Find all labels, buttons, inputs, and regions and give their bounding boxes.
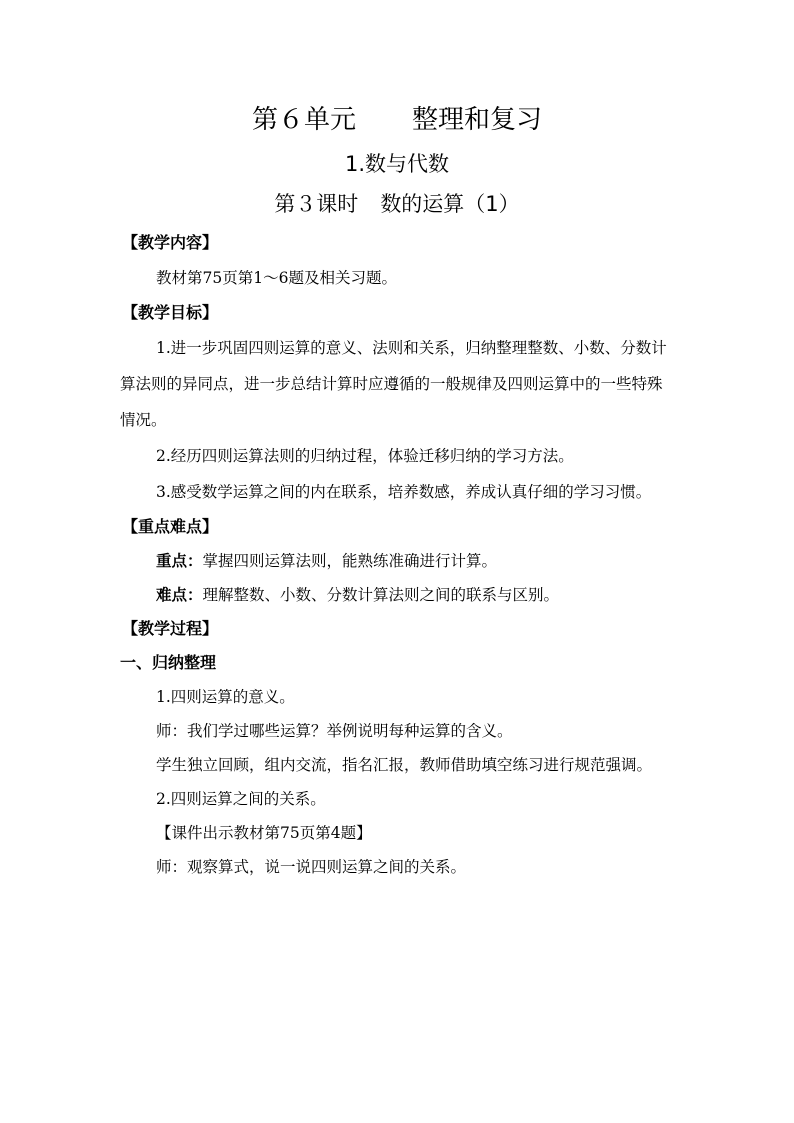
step-line-6: 师：观察算式，说一说四则运算之间的关系。 bbox=[156, 858, 467, 876]
content-heading: 【教学内容】 bbox=[122, 233, 219, 252]
key-point bbox=[120, 544, 675, 578]
key-points-heading: 【重点难点】 bbox=[122, 517, 219, 536]
unit-name: 整理和复习 bbox=[412, 105, 543, 135]
step-line-2: 师：我们学过哪些运算？举例说明每种运算的含义。 bbox=[156, 722, 513, 740]
key-point-label: 重点： bbox=[156, 552, 203, 570]
step1-heading: 一、归纳整理 bbox=[120, 653, 217, 672]
lesson-title bbox=[0, 186, 794, 222]
goal-3: 3.感受数学运算之间的内在联系，培养数感，养成认真仔细的学习习惯。 bbox=[156, 483, 652, 501]
step-line-4: 2.四则运算之间的关系。 bbox=[156, 790, 326, 808]
difficult-point-label: 难点： bbox=[156, 586, 203, 604]
goals-heading: 【教学目标】 bbox=[122, 303, 219, 322]
unit-number: 第６单元 bbox=[251, 105, 356, 135]
document-body bbox=[120, 226, 675, 884]
key-point-text: 掌握四则运算法则，能熟练准确进行计算。 bbox=[202, 552, 498, 570]
unit-title bbox=[0, 100, 794, 140]
difficult-point-text: 理解整数、小数、分数计算法则之间的联系与区别。 bbox=[202, 586, 560, 604]
step-line-5: 【课件出示教材第75页第4题】 bbox=[156, 824, 372, 842]
difficult-point bbox=[120, 578, 675, 612]
content-text: 教材第75页第1～6题及相关习题。 bbox=[156, 269, 397, 287]
step-line-1: 1.四则运算的意义。 bbox=[156, 688, 295, 706]
section-subtitle: 1.数与代数 bbox=[344, 152, 450, 176]
lesson-topic: 数的运算（1） bbox=[380, 192, 520, 216]
goal-2: 2.经历四则运算法则的归纳过程，体验迁移归纳的学习方法。 bbox=[156, 447, 574, 465]
goal-1: 1.进一步巩固四则运算的意义、法则和关系，归纳整理整数、小数、分数计算法则的异同点，进一步总结计算时应遵循的一般规律及四则运算中的一些特殊情况。 bbox=[120, 339, 667, 429]
lesson-number: 第３课时 bbox=[274, 192, 359, 216]
process-heading: 【教学过程】 bbox=[122, 619, 219, 638]
step-line-3: 学生独立回顾，组内交流，指名汇报，教师借助填空练习进行规范强调。 bbox=[156, 756, 653, 774]
